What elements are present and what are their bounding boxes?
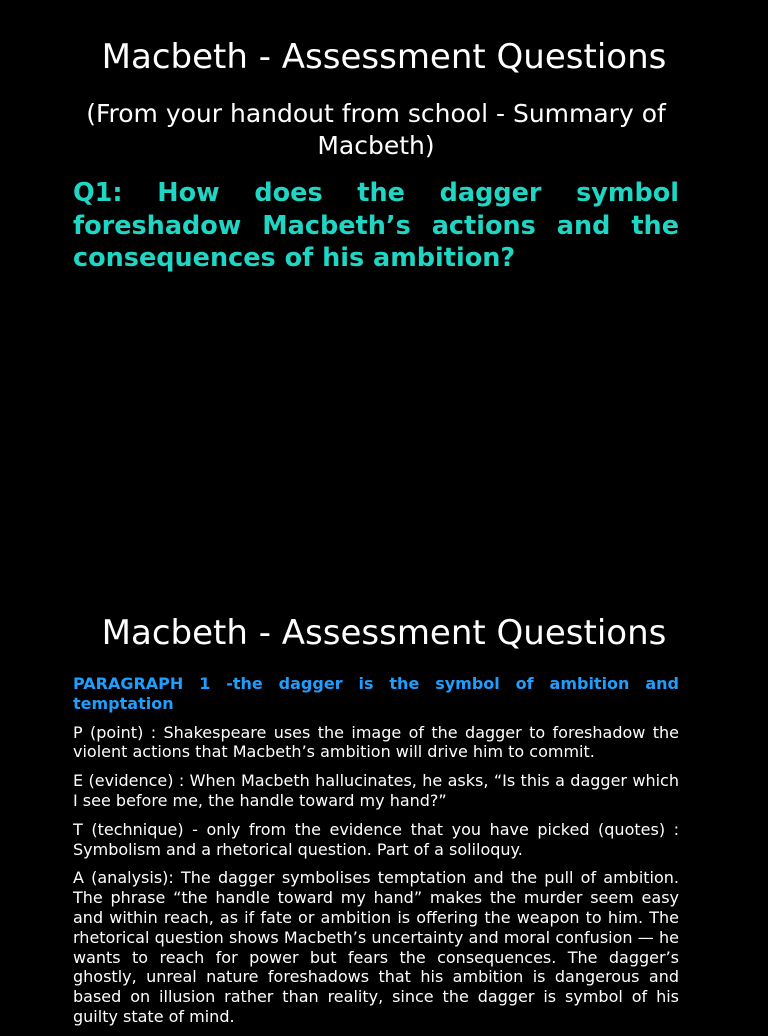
point-paragraph	[73, 723, 679, 763]
evidence-text: When Macbeth hallucinates, he asks, “Is this a dagger which I see before me, the handle toward my hand?”	[73, 771, 679, 810]
evidence-label: E (evidence) :	[73, 771, 185, 791]
paragraph-heading: PARAGRAPH 1 -the dagger is the symbol of ambition and temptation	[73, 674, 679, 713]
slide-title: Macbeth - Assessment Questions	[101, 613, 667, 653]
analysis-label: A (analysis):	[73, 868, 174, 888]
slide-2	[0, 576, 768, 1024]
point-text: Shakespeare uses the image of the dagger to foreshadow the violent actions that Macbeth’s ambition will drive him to commit.	[73, 722, 679, 762]
technique-label: T (technique) -	[73, 819, 198, 839]
analysis-paragraph	[73, 868, 679, 1026]
question-text: Q1: How does the dagger symbol foreshadow Macbeth’s actions and the consequences of his ambition?	[73, 178, 679, 273]
slide-title: Macbeth - Assessment Questions	[101, 37, 667, 77]
point-label: P (point) :	[73, 722, 157, 742]
evidence-paragraph	[73, 771, 679, 811]
paragraph-plan	[73, 674, 679, 1036]
technique-paragraph	[73, 820, 679, 860]
technique-text: only from the evidence that you have picked (quotes) : Symbolism and a rhetorical question. Part of a soliloquy.	[73, 819, 679, 859]
slide-subtitle: (From your handout from school - Summary of Macbeth)	[86, 99, 666, 160]
analysis-text: The dagger symbolises temptation and the pull of ambition. The phrase “the handle toward my hand” makes the murder seem easy and within reach, as if fate or ambition is offering the weapon to him. The rhetorical question shows Macbeth’s uncertainty and moral confusion — he wants to reach for power but fears the consequences. The dagger’s ghostly, unreal nature foreshadows that his ambition is dangerous and based on illusion rather than reality, since the dagger is symbol of his guilty state of mind.	[73, 868, 680, 1026]
